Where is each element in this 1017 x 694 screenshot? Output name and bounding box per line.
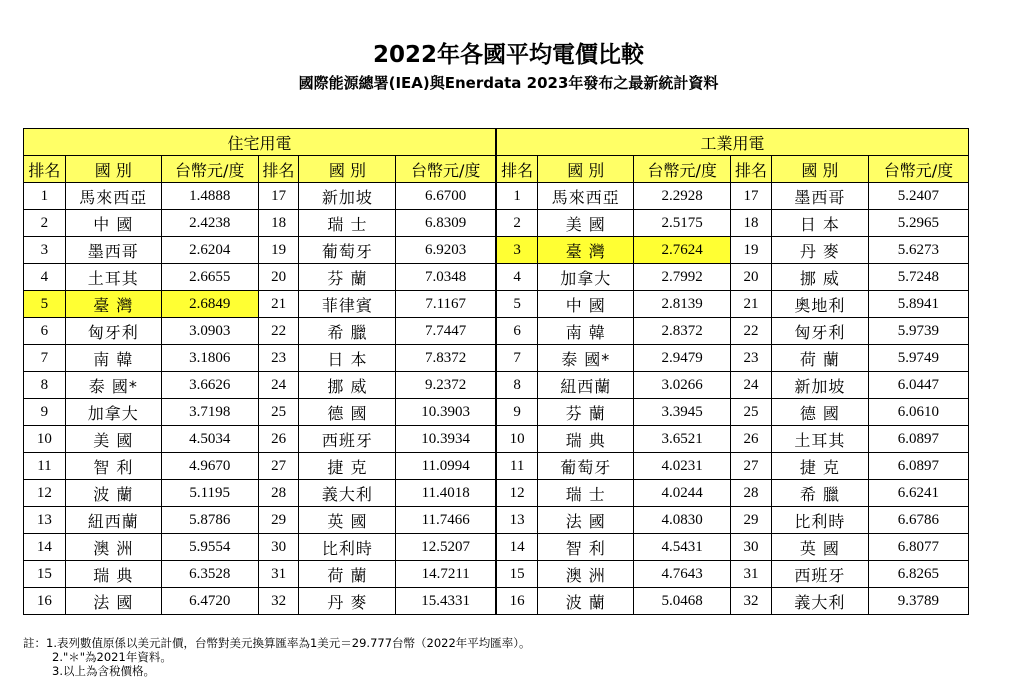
rank-cell: 13	[24, 507, 66, 534]
table-row	[24, 210, 969, 237]
header-country: 國 別	[538, 156, 634, 183]
country-cell: 葡萄牙	[299, 237, 396, 264]
price-cell: 5.9554	[161, 534, 258, 561]
country-cell: 紐西蘭	[538, 372, 634, 399]
country-cell: 奧地利	[771, 291, 868, 318]
rank-cell: 8	[24, 372, 66, 399]
page-subtitle: 國際能源總署(IEA)與Enerdata 2023年發布之最新統計資料	[298, 74, 719, 92]
price-cell: 3.1806	[161, 345, 258, 372]
country-cell: 芬 蘭	[299, 264, 396, 291]
table-row	[24, 453, 969, 480]
country-cell: 智 利	[538, 534, 634, 561]
country-cell: 匈牙利	[771, 318, 868, 345]
table-row	[24, 588, 969, 615]
country-cell: 法 國	[538, 507, 634, 534]
header-price: 台幣元/度	[161, 156, 258, 183]
country-cell: 芬 蘭	[538, 399, 634, 426]
footnote: 2."＊"為2021年資料。	[52, 650, 172, 664]
table-row	[24, 264, 969, 291]
price-table	[23, 128, 969, 615]
rank-cell: 19	[258, 237, 299, 264]
price-cell: 2.9479	[634, 345, 731, 372]
country-cell: 法 國	[65, 588, 161, 615]
rank-cell: 21	[731, 291, 772, 318]
price-cell: 5.2965	[868, 210, 968, 237]
price-cell: 2.4238	[161, 210, 258, 237]
country-cell: 瑞 典	[65, 561, 161, 588]
rank-cell: 28	[258, 480, 299, 507]
country-cell: 土耳其	[65, 264, 161, 291]
rank-cell: 25	[731, 399, 772, 426]
price-cell: 6.0897	[868, 426, 968, 453]
price-cell: 3.3945	[634, 399, 731, 426]
rank-cell: 6	[496, 318, 538, 345]
price-cell: 6.6786	[868, 507, 968, 534]
country-cell: 馬來西亞	[65, 183, 161, 210]
header-rank: 排名	[496, 156, 538, 183]
country-cell: 捷 克	[299, 453, 396, 480]
page-title: 2022年各國平均電價比較	[372, 42, 644, 68]
rank-cell: 10	[24, 426, 66, 453]
table-row	[24, 372, 969, 399]
header-price: 台幣元/度	[396, 156, 496, 183]
rank-cell: 22	[731, 318, 772, 345]
rank-cell: 26	[258, 426, 299, 453]
rank-cell: 5	[496, 291, 538, 318]
country-cell: 南 韓	[538, 318, 634, 345]
header-country: 國 別	[65, 156, 161, 183]
price-cell: 2.5175	[634, 210, 731, 237]
rank-cell: 16	[496, 588, 538, 615]
header-country: 國 別	[771, 156, 868, 183]
header-rank: 排名	[258, 156, 299, 183]
country-cell: 日 本	[771, 210, 868, 237]
rank-cell: 7	[496, 345, 538, 372]
rank-cell: 8	[496, 372, 538, 399]
country-cell: 土耳其	[771, 426, 868, 453]
price-cell: 5.6273	[868, 237, 968, 264]
price-cell: 2.8139	[634, 291, 731, 318]
rank-cell: 29	[258, 507, 299, 534]
price-cell: 4.0231	[634, 453, 731, 480]
price-cell: 9.3789	[868, 588, 968, 615]
country-cell: 紐西蘭	[65, 507, 161, 534]
country-cell: 挪 威	[299, 372, 396, 399]
price-cell: 5.8941	[868, 291, 968, 318]
header-rank: 排名	[24, 156, 66, 183]
table-row	[24, 345, 969, 372]
price-cell: 6.9203	[396, 237, 496, 264]
rank-cell: 28	[731, 480, 772, 507]
rank-cell: 25	[258, 399, 299, 426]
rank-cell: 19	[731, 237, 772, 264]
price-cell: 4.0830	[634, 507, 731, 534]
country-cell: 希 臘	[771, 480, 868, 507]
country-cell: 比利時	[299, 534, 396, 561]
price-cell: 5.1195	[161, 480, 258, 507]
rank-cell: 23	[731, 345, 772, 372]
country-cell: 英 國	[771, 534, 868, 561]
price-cell: 6.4720	[161, 588, 258, 615]
rank-cell: 15	[496, 561, 538, 588]
price-cell: 7.1167	[396, 291, 496, 318]
rank-cell: 26	[731, 426, 772, 453]
country-cell: 澳 洲	[65, 534, 161, 561]
rank-cell: 23	[258, 345, 299, 372]
group-residential: 住宅用電	[24, 129, 496, 156]
rank-cell: 6	[24, 318, 66, 345]
rank-cell: 31	[731, 561, 772, 588]
rank-cell: 16	[24, 588, 66, 615]
price-cell: 7.8372	[396, 345, 496, 372]
table-row	[24, 291, 969, 318]
country-cell: 丹 麥	[771, 237, 868, 264]
price-cell: 6.6700	[396, 183, 496, 210]
table-row	[24, 534, 969, 561]
table-row	[24, 237, 969, 264]
price-cell: 6.6241	[868, 480, 968, 507]
rank-cell: 1	[496, 183, 538, 210]
country-cell: 澳 洲	[538, 561, 634, 588]
rank-cell: 14	[496, 534, 538, 561]
country-cell: 智 利	[65, 453, 161, 480]
price-cell: 12.5207	[396, 534, 496, 561]
rank-cell: 27	[258, 453, 299, 480]
price-cell: 7.0348	[396, 264, 496, 291]
header-rank: 排名	[731, 156, 772, 183]
country-cell: 波 蘭	[538, 588, 634, 615]
rank-cell: 10	[496, 426, 538, 453]
header-country: 國 別	[299, 156, 396, 183]
price-cell: 11.7466	[396, 507, 496, 534]
rank-cell: 22	[258, 318, 299, 345]
price-cell: 6.3528	[161, 561, 258, 588]
rank-cell: 12	[496, 480, 538, 507]
price-cell: 3.0903	[161, 318, 258, 345]
country-cell: 匈牙利	[65, 318, 161, 345]
rank-cell: 5	[24, 291, 66, 318]
group-header-row	[24, 129, 969, 156]
footnote: 3.以上為含稅價格。	[52, 664, 155, 678]
table-row	[24, 399, 969, 426]
column-header-row	[24, 156, 969, 183]
price-cell: 10.3903	[396, 399, 496, 426]
country-cell: 捷 克	[771, 453, 868, 480]
country-cell: 西班牙	[299, 426, 396, 453]
country-cell: 馬來西亞	[538, 183, 634, 210]
country-cell: 丹 麥	[299, 588, 396, 615]
rank-cell: 11	[496, 453, 538, 480]
price-cell: 5.9739	[868, 318, 968, 345]
country-cell: 墨西哥	[65, 237, 161, 264]
price-cell: 2.7992	[634, 264, 731, 291]
price-cell: 3.6626	[161, 372, 258, 399]
rank-cell: 29	[731, 507, 772, 534]
country-cell: 比利時	[771, 507, 868, 534]
price-cell: 4.9670	[161, 453, 258, 480]
price-cell: 14.7211	[396, 561, 496, 588]
price-cell: 6.8077	[868, 534, 968, 561]
price-cell: 4.0244	[634, 480, 731, 507]
rank-cell: 14	[24, 534, 66, 561]
table-row	[24, 183, 969, 210]
country-cell: 德 國	[771, 399, 868, 426]
rank-cell: 15	[24, 561, 66, 588]
country-cell: 義大利	[771, 588, 868, 615]
country-cell: 南 韓	[65, 345, 161, 372]
price-cell: 5.9749	[868, 345, 968, 372]
country-cell: 泰 國*	[65, 372, 161, 399]
country-cell: 中 國	[538, 291, 634, 318]
price-cell: 6.8309	[396, 210, 496, 237]
rank-cell: 30	[731, 534, 772, 561]
price-cell: 5.0468	[634, 588, 731, 615]
price-cell: 11.0994	[396, 453, 496, 480]
price-cell: 15.4331	[396, 588, 496, 615]
group-industrial: 工業用電	[496, 129, 969, 156]
price-cell: 5.7248	[868, 264, 968, 291]
country-cell: 美 國	[538, 210, 634, 237]
price-cell: 2.6655	[161, 264, 258, 291]
country-cell: 瑞 典	[538, 426, 634, 453]
price-cell: 7.7447	[396, 318, 496, 345]
rank-cell: 18	[258, 210, 299, 237]
price-cell: 2.8372	[634, 318, 731, 345]
rank-cell: 7	[24, 345, 66, 372]
rank-cell: 9	[496, 399, 538, 426]
rank-cell: 2	[24, 210, 66, 237]
rank-cell: 20	[731, 264, 772, 291]
rank-cell: 30	[258, 534, 299, 561]
country-cell: 德 國	[299, 399, 396, 426]
header-price: 台幣元/度	[634, 156, 731, 183]
rank-cell: 18	[731, 210, 772, 237]
country-cell: 荷 蘭	[299, 561, 396, 588]
country-cell: 日 本	[299, 345, 396, 372]
price-cell: 5.2407	[868, 183, 968, 210]
footnotes	[23, 636, 531, 678]
price-cell: 9.2372	[396, 372, 496, 399]
country-cell: 希 臘	[299, 318, 396, 345]
country-cell: 瑞 士	[538, 480, 634, 507]
rank-cell: 4	[496, 264, 538, 291]
country-cell: 臺 灣	[538, 237, 634, 264]
rank-cell: 17	[731, 183, 772, 210]
rank-cell: 21	[258, 291, 299, 318]
price-cell: 2.2928	[634, 183, 731, 210]
rank-cell: 27	[731, 453, 772, 480]
table-row	[24, 318, 969, 345]
rank-cell: 9	[24, 399, 66, 426]
country-cell: 義大利	[299, 480, 396, 507]
rank-cell: 17	[258, 183, 299, 210]
rank-cell: 12	[24, 480, 66, 507]
rank-cell: 1	[24, 183, 66, 210]
price-cell: 3.0266	[634, 372, 731, 399]
table-row	[24, 561, 969, 588]
price-cell: 4.7643	[634, 561, 731, 588]
country-cell: 中 國	[65, 210, 161, 237]
price-cell: 4.5034	[161, 426, 258, 453]
country-cell: 荷 蘭	[771, 345, 868, 372]
price-cell: 4.5431	[634, 534, 731, 561]
country-cell: 新加坡	[299, 183, 396, 210]
country-cell: 挪 威	[771, 264, 868, 291]
rank-cell: 11	[24, 453, 66, 480]
country-cell: 美 國	[65, 426, 161, 453]
rank-cell: 13	[496, 507, 538, 534]
price-cell: 5.8786	[161, 507, 258, 534]
country-cell: 菲律賓	[299, 291, 396, 318]
footnote: 註：1.表列數值原係以美元計價，台幣對美元換算匯率為1美元＝29.777台幣（2022年平均匯率）。	[23, 636, 531, 650]
rank-cell: 24	[731, 372, 772, 399]
price-cell: 6.0610	[868, 399, 968, 426]
price-cell: 10.3934	[396, 426, 496, 453]
rank-cell: 3	[496, 237, 538, 264]
country-cell: 瑞 士	[299, 210, 396, 237]
rank-cell: 31	[258, 561, 299, 588]
table-row	[24, 507, 969, 534]
rank-cell: 24	[258, 372, 299, 399]
price-cell: 6.0897	[868, 453, 968, 480]
rank-cell: 2	[496, 210, 538, 237]
header-price: 台幣元/度	[868, 156, 968, 183]
price-cell: 3.6521	[634, 426, 731, 453]
price-cell: 2.6849	[161, 291, 258, 318]
price-cell: 6.0447	[868, 372, 968, 399]
country-cell: 臺 灣	[65, 291, 161, 318]
country-cell: 泰 國*	[538, 345, 634, 372]
country-cell: 英 國	[299, 507, 396, 534]
country-cell: 加拿大	[65, 399, 161, 426]
price-cell: 1.4888	[161, 183, 258, 210]
country-cell: 新加坡	[771, 372, 868, 399]
table-row	[24, 480, 969, 507]
price-cell: 6.8265	[868, 561, 968, 588]
rank-cell: 32	[258, 588, 299, 615]
price-cell: 2.7624	[634, 237, 731, 264]
table-row	[24, 426, 969, 453]
price-cell: 2.6204	[161, 237, 258, 264]
country-cell: 西班牙	[771, 561, 868, 588]
country-cell: 葡萄牙	[538, 453, 634, 480]
price-cell: 3.7198	[161, 399, 258, 426]
rank-cell: 32	[731, 588, 772, 615]
rank-cell: 3	[24, 237, 66, 264]
country-cell: 墨西哥	[771, 183, 868, 210]
rank-cell: 20	[258, 264, 299, 291]
rank-cell: 4	[24, 264, 66, 291]
price-cell: 11.4018	[396, 480, 496, 507]
country-cell: 加拿大	[538, 264, 634, 291]
country-cell: 波 蘭	[65, 480, 161, 507]
